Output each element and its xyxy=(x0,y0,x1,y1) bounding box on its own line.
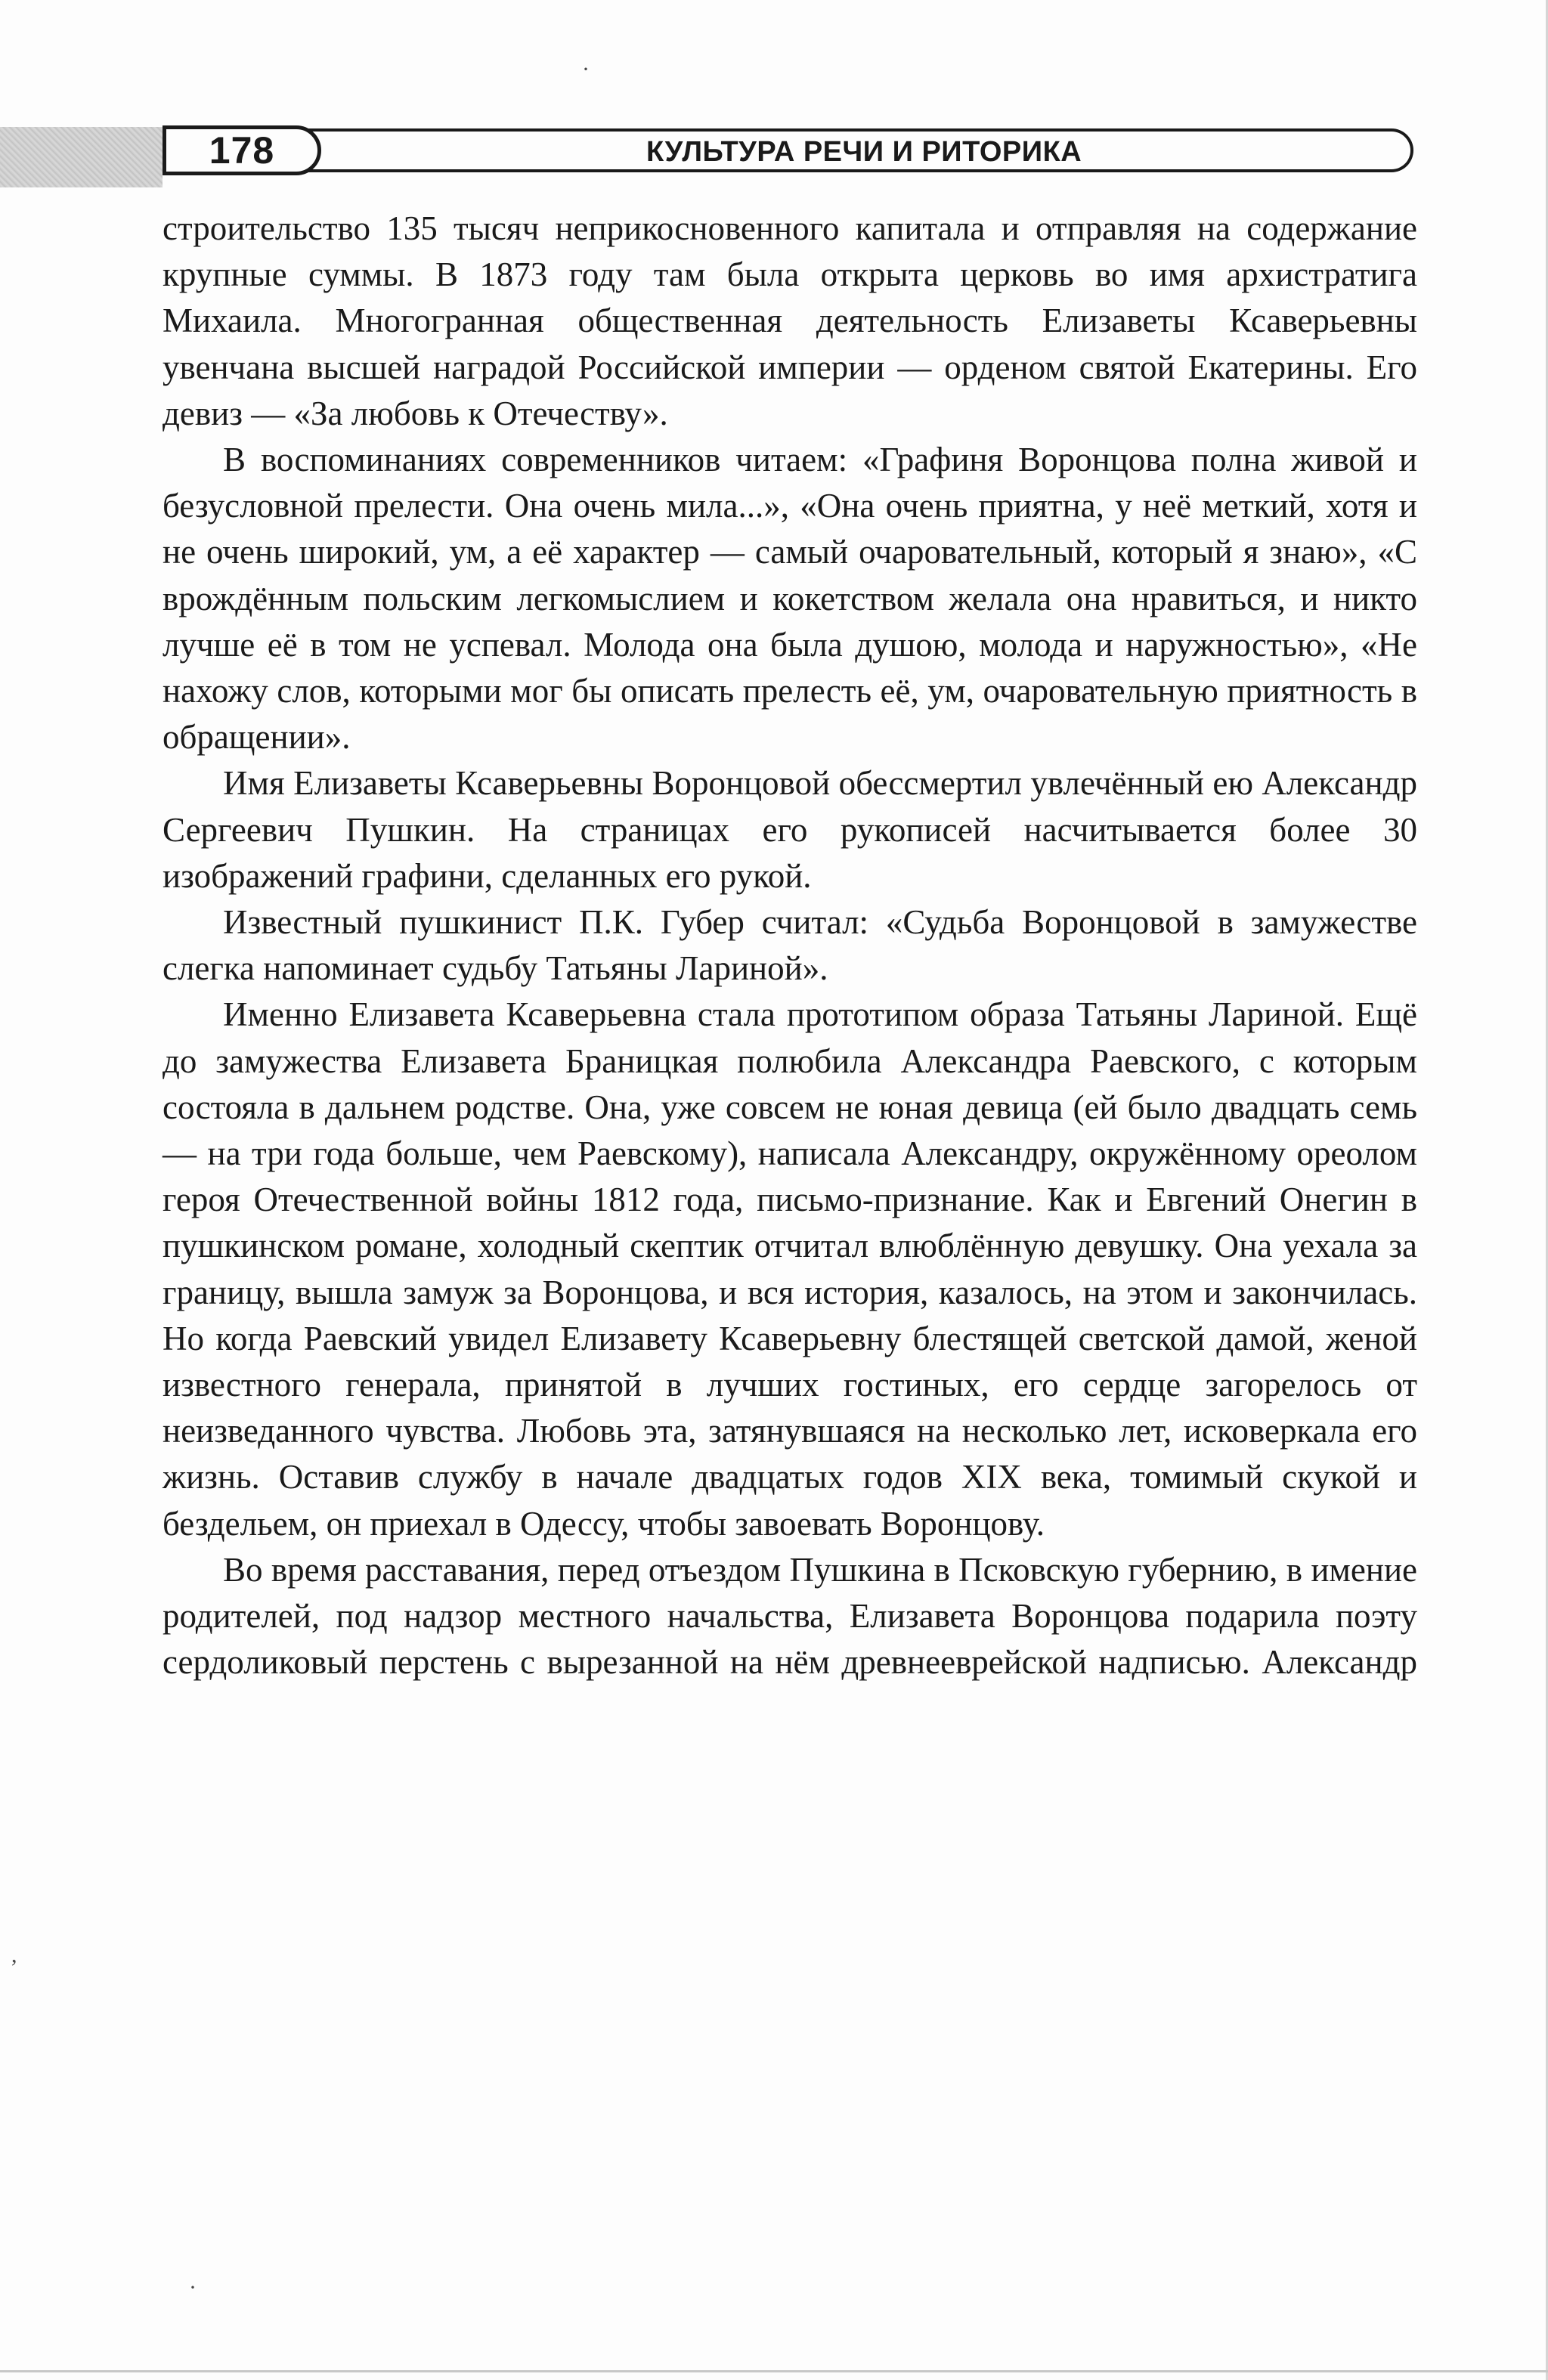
page-number: 178 xyxy=(163,125,321,175)
paragraph: Имя Елизаветы Ксаверьевны Воронцовой обессмертил увлечённый ею Александр Сергеевич Пушкин. На страницах его рукописей насчитывается более 30 изображений графини, сделанных его рукой. xyxy=(163,764,1417,895)
paragraph: Именно Елизавета Ксаверьевна стала прототипом образа Татьяны Лариной. Ещё до замужества Елизавета Браницкая полюбила Александра Раевского, с которым состояла в дальнем родстве. Она, уже совсем не юная девица (ей было двадцать семь — на три года больше, чем Раевскому), написала Александру, окружённому ореолом героя Отечественной войны 1812 года, письмо-признание. Как и Евгений Онегин в пушкинском романе, холодный скептик отчитал влюблённую девушку. Она уехала за границу, вышла замуж за Воронцова, и вся история, казалось, на этом и закончилась. Но когда Раевский увидел Елизавету Ксаверьевну блестящей светской дамой, женой известного генерала, принятой в лучших гостиных, его сердце загорелось от неизведанного чувства. Любовь эта, затянувшаяся на несколько лет, исковеркала его жизнь. Оставив службу в начале двадцатых годов XIX века, томимый скукой и бездельем, он приехал в Одессу, чтобы завоевать Воронцову. xyxy=(163,995,1417,1543)
scan-speck: · xyxy=(582,57,590,82)
scan-speck: , xyxy=(11,1942,17,1967)
running-header xyxy=(163,125,1413,178)
body-text xyxy=(163,206,1417,1686)
paragraph: Во время расставания, перед отъездом Пушкина в Псковскую губернию, в имение родителей, под надзор местного начальства, Елизавета Воронцова подарила поэту сердоликовый перстень с вырезанной на нём древнееврейской надписью. Александр xyxy=(163,1550,1417,1682)
scan-bottom-edge xyxy=(0,2370,1548,2372)
running-title: КУЛЬТУРА РЕЧИ И РИТОРИКА xyxy=(646,136,1082,168)
paragraph: Известный пушкинист П.К. Губер считал: «Судьба Воронцовой в замужестве слегка напоминает судьбу Татьяны Лариной». xyxy=(163,903,1417,988)
scan-speck: · xyxy=(189,2275,197,2300)
paragraph: В воспоминаниях современников читаем: «Графиня Воронцова полна живой и безусловной прелести. Она очень мила...», «Она очень приятна, у неё меткий, хотя и не очень широкий, ум, а её характер — самый очаровательный, который я знаю», «С врождённым польским легкомыслием и кокетством желала она нравиться, и никто лучше её в том не успевал. Молода она была душою, молода и наружностью», «Не нахожу слов, которыми мог бы описать прелесть её, ум, очаровательную приятность в обращении». xyxy=(163,441,1417,757)
scan-edge-shadow xyxy=(0,127,163,187)
paragraph: строительство 135 тысяч неприкосновенного капитала и отправляя на содержание крупные суммы. В 1873 году там была открыта церковь во имя архистратига Михаила. Многогранная общественная деятельность Елизаветы Ксаверьевны увенчана высшей наградой Российской империи — орденом святой Екатерины. Его девиз — «За любовь к Отечеству». xyxy=(163,209,1417,432)
